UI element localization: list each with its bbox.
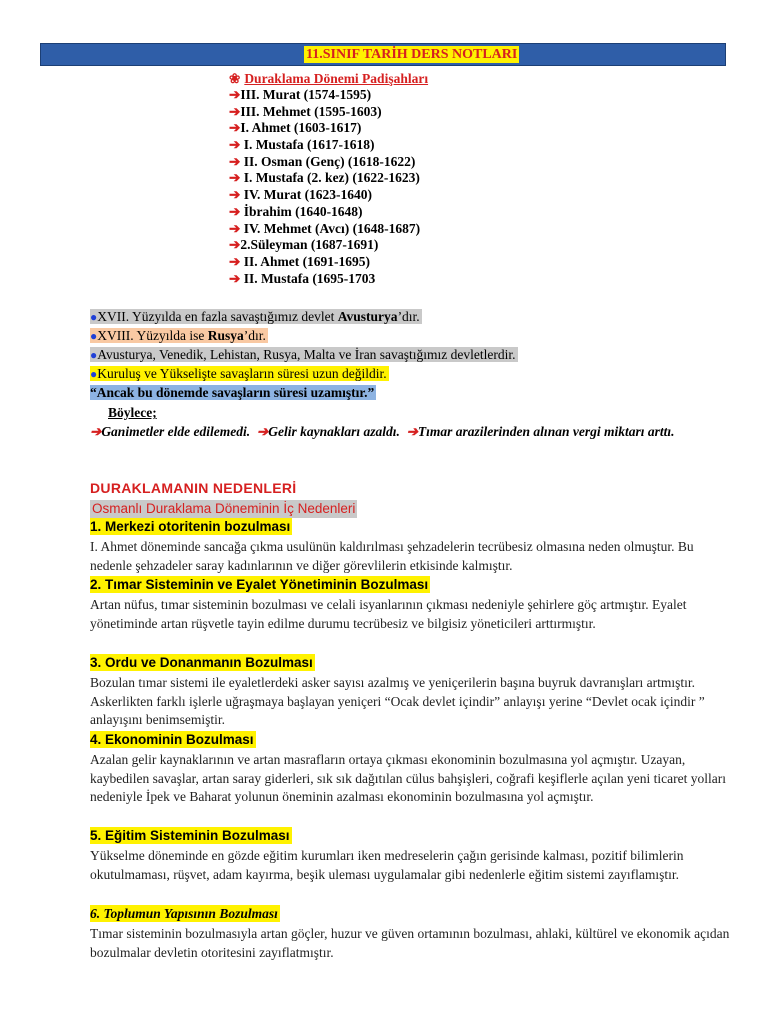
padisah-item	[229, 87, 549, 104]
padisah-item	[229, 204, 549, 221]
bullet-dot-icon: ●	[90, 348, 98, 362]
padisah-item-text: I. Ahmet (1603-1617)	[240, 120, 362, 136]
fact-item	[90, 345, 730, 364]
fact-highlight	[90, 309, 422, 324]
arrow-right-icon: ➔	[229, 153, 244, 169]
cause-block	[90, 654, 730, 730]
cause-block	[90, 905, 730, 962]
arrow-right-icon: ➔	[229, 253, 244, 269]
padisah-item-text: III. Mehmet (1595-1603)	[240, 103, 382, 119]
padisah-item	[229, 271, 549, 288]
arrow-right-icon: ➔	[90, 424, 102, 439]
cause-text: Azalan gelir kaynaklarının ve artan masrafların ortaya çıkması ekonominin bozulmasına yol açmıştır. Uzayan, kaybedilen savaşlar, artan saray giderleri, sık sık dağıtılan cülus bahşişleri, coğrafi keşiflerle açılan yeni ticaret yolları nedeniyle İpek ve Baharat yolunun öneminin azalması ekonominin bozulmasına yol açmıştır.	[90, 752, 726, 804]
padisah-heading	[229, 70, 549, 87]
fact-bold: Avusturya	[337, 309, 398, 324]
fact-item	[90, 307, 730, 326]
fact-highlight	[90, 328, 268, 343]
arrow-right-icon: ➔	[229, 87, 241, 102]
page-title: 11.SINIF TARİH DERS NOTLARI	[306, 47, 518, 62]
cause-heading: 4. Ekonominin Bozulması	[90, 732, 254, 747]
cause-heading: 1. Merkezi otoritenin bozulması	[90, 519, 291, 534]
cause-heading: 3. Ordu ve Donanmanın Bozulması	[90, 655, 313, 670]
cause-text: I. Ahmet döneminde sancağa çıkma usulünün kaldırılması şehzadelerin tecrübesiz olmasına neden olmuştur. Bu nedenle şehzadeler saray kadınlarının ve diğer görevlilerin etkisinde kalmıştır.	[90, 539, 694, 573]
consequence-text: Ganimetler elde edilemedi.	[101, 424, 251, 439]
cause-text: Bozulan tımar sistemi ile eyaletlerdeki asker sayısı azalmış ve yeniçerilerin başına buyruk davranışları artmıştır. Askerlikten farklı işlerle uğraşmaya başlayan yeniçeri “Ocak devlet içindir” anlayışı yerine “Devlet ocak içindir ” anlayışını benimsemiştir.	[90, 675, 705, 727]
padisah-item-text: I. Mustafa (2. kez) (1622-1623)	[243, 170, 420, 186]
cause-text: Artan nüfus, tımar sisteminin bozulması ve celali isyanlarının çıkması nedeniyle şehirlere göç artmıştır. Eyalet yönetiminde artan rüşvetle tayin edilme durumu tecrübesiz ve bilgisiz yöneticileri arttırmıştır.	[90, 597, 687, 631]
cause-text: Yükselme döneminde en gözde eğitim kurumları iken medreselerin çağın gerisinde kalması, pozitif bilimlerin okutulmaması, rüşvet, adam kayırma, beşik uleması uygulamalar gibi nedenlerle eğitim sistemi zayıflamıştır.	[90, 848, 684, 882]
arrow-right-icon: ➔	[229, 170, 244, 186]
bullet-dot-icon: ●	[90, 329, 98, 343]
facts-list	[90, 307, 730, 402]
cause-block	[90, 731, 730, 807]
consequence-text: Tımar arazilerinden alınan vergi miktarı arttı.	[417, 424, 675, 439]
fact-item	[90, 383, 730, 402]
consequence-text: Gelir kaynakları azaldı.	[268, 424, 400, 439]
section-title: DURAKLAMANIN NEDENLERİ	[90, 480, 297, 496]
fact-highlight	[90, 347, 518, 362]
title-banner	[40, 43, 726, 66]
arrow-right-icon: ➔	[229, 103, 241, 119]
cause-block	[90, 576, 730, 633]
fact-text: ’dır.	[397, 309, 420, 324]
bullet-dot-icon: ●	[90, 310, 98, 324]
padisah-item	[229, 170, 549, 187]
fact-highlight	[90, 366, 389, 381]
cause-heading: 2. Tımar Sisteminin ve Eyalet Yönetiminin Bozulması	[90, 577, 429, 592]
arrow-right-icon: ➔	[406, 424, 418, 439]
arrow-right-icon: ➔	[256, 424, 269, 439]
arrow-right-icon: ➔	[229, 237, 241, 253]
arrow-right-icon: ➔	[229, 137, 244, 153]
bullet-dot-icon: ●	[90, 367, 98, 381]
arrow-right-icon: ➔	[229, 270, 244, 286]
consequences	[90, 423, 690, 441]
cause-block	[90, 518, 730, 575]
fact-text: ’dır.	[243, 328, 266, 343]
padisah-item-text: II. Ahmet (1691-1695)	[243, 253, 371, 269]
arrow-right-icon: ➔	[229, 187, 244, 203]
padisah-list	[229, 70, 549, 287]
fact-item	[90, 326, 730, 345]
padisah-item-text: III. Murat (1574-1595)	[240, 87, 372, 102]
padisah-item-text: II. Mustafa (1695-1703	[243, 270, 376, 286]
fact-text: XVII. Yüzyılda en fazla savaştığımız devlet	[97, 309, 338, 324]
cause-heading: 6. Toplumun Yapısının Bozulması	[90, 906, 278, 921]
padisah-heading-text: Duraklama Dönemi Padişahları	[244, 71, 429, 86]
fact-item	[90, 364, 730, 383]
padisah-item	[229, 254, 549, 271]
arrow-right-icon: ➔	[229, 120, 241, 136]
fact-text: Kuruluş ve Yükselişte savaşların süresi uzun değildir.	[97, 366, 387, 381]
padisah-item-text: IV. Murat (1623-1640)	[243, 187, 373, 203]
padisah-item	[229, 104, 549, 121]
padisah-item	[229, 120, 549, 137]
padisah-item-text: II. Osman (Genç) (1618-1622)	[243, 153, 416, 169]
padisah-item-text: I. Mustafa (1617-1618)	[243, 137, 375, 153]
cause-heading: 5. Eğitim Sisteminin Bozulması	[90, 828, 290, 843]
padisah-item	[229, 221, 549, 238]
padisah-item-text: 2.Süleyman (1687-1691)	[240, 237, 379, 253]
fact-highlight: “Ancak bu dönemde savaşların süresi uzamıştır.”	[90, 385, 375, 400]
cause-block	[90, 827, 730, 884]
cause-text: Tımar sisteminin bozulmasıyla artan göçler, huzur ve güven ortamının bozulması, ahlaki, kültürel ve ekonomik açıdan bozulmalar devletin otoritesini zayıflatmıştır.	[90, 926, 730, 960]
fact-text: XVIII. Yüzyılda ise	[97, 328, 208, 343]
boylece-label: Böylece;	[108, 405, 157, 420]
fact-text: Avusturya, Venedik, Lehistan, Rusya, Malta ve İran savaştığımız devletlerdir.	[97, 347, 516, 362]
padisah-item	[229, 137, 549, 154]
padisah-item-text: İbrahim (1640-1648)	[243, 203, 363, 219]
arrow-right-icon: ➔	[229, 220, 244, 236]
padisah-item	[229, 187, 549, 204]
padisah-item	[229, 154, 549, 171]
section-subtitle: Osmanlı Duraklama Döneminin İç Nedenleri	[92, 501, 356, 516]
padisah-item-text: IV. Mehmet (Avcı) (1648-1687)	[243, 220, 421, 236]
padisah-item	[229, 237, 549, 254]
arrow-right-icon: ➔	[229, 203, 244, 219]
fact-bold: Rusya	[207, 328, 244, 343]
flower-icon: ❀	[229, 71, 241, 86]
